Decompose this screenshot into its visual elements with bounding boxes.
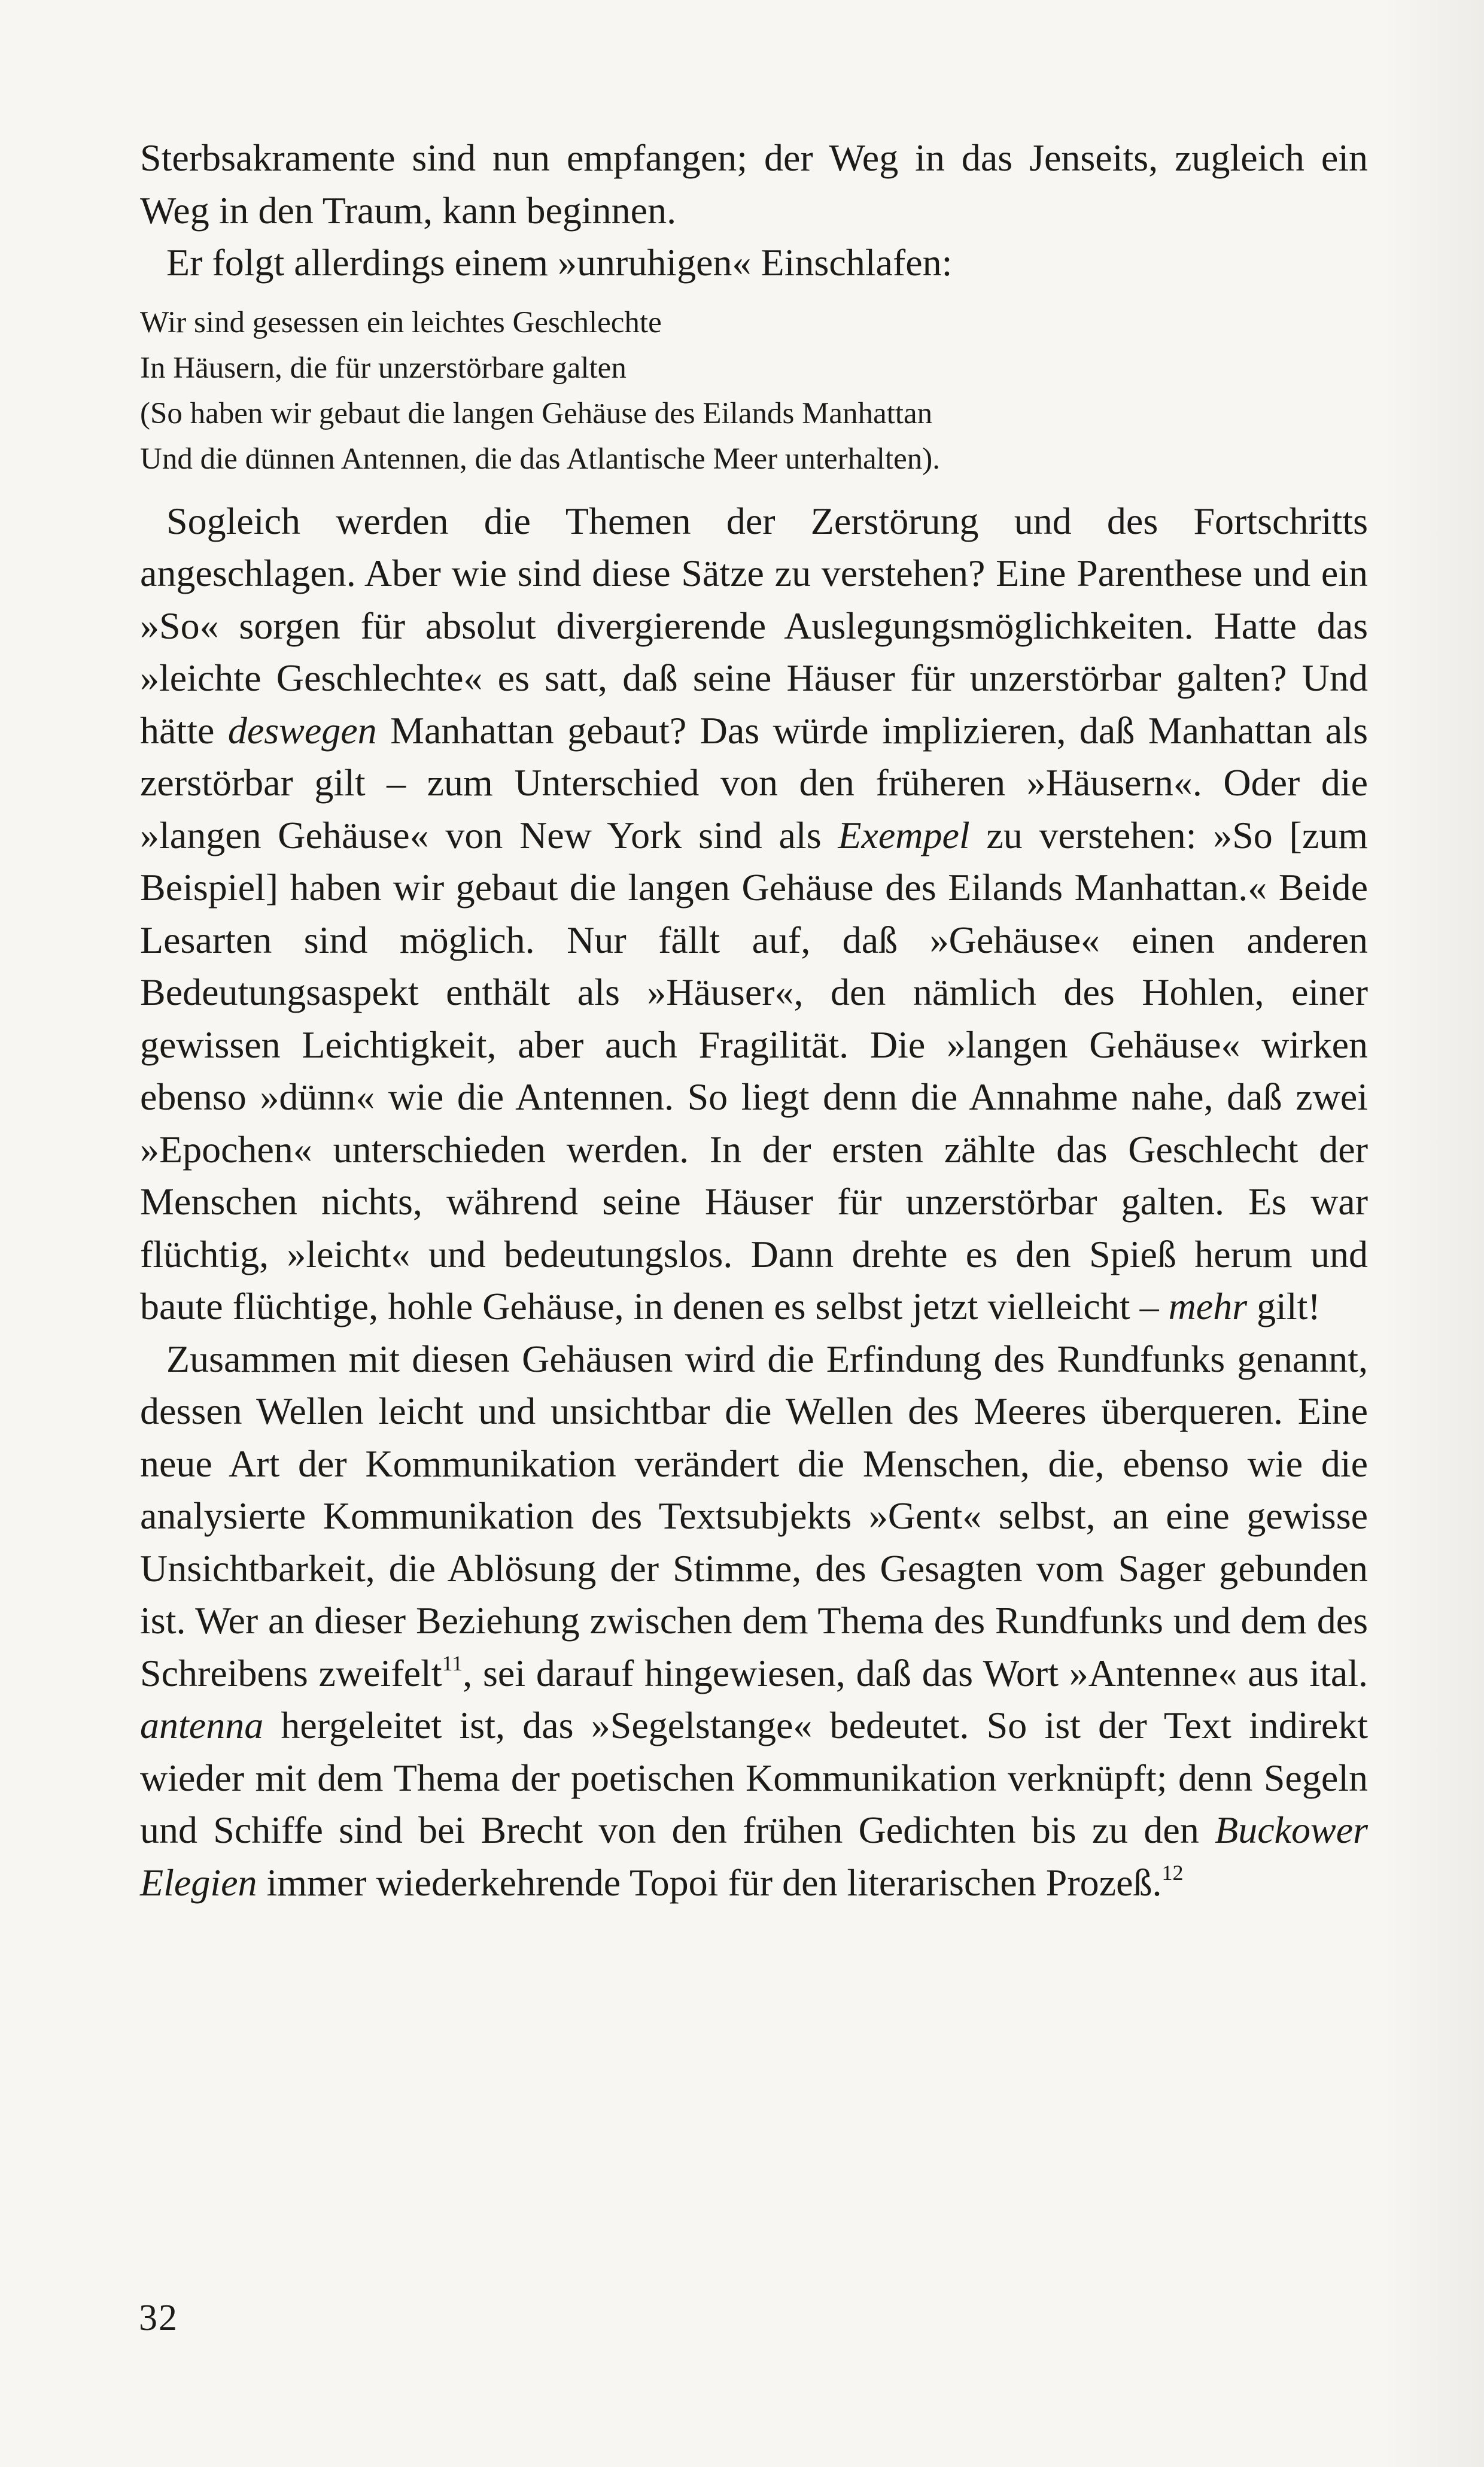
poem-line: Und die dünnen Antennen, die das Atlantische Meer unterhalten).	[140, 442, 940, 476]
body-text	[140, 132, 1368, 1909]
italic-term: antenna	[140, 1704, 264, 1746]
page-number: 32	[139, 2298, 178, 2338]
paragraph: Sogleich werden die Themen der Zerstörung und des Fortschritts angeschlagen. Aber wie sind diese Sätze zu verstehen? Eine Parenthese und ein »So« sorgen für absolut divergierende Auslegungsmöglichkeiten. Hatte das »leichte Geschlechte« es satt, daß seine Häuser für unzerstörbar galten? Und hätte deswegen Manhattan gebaut? Das würde implizieren, daß Manhattan als zerstörbar gilt – zum Unterschied von den früheren »Häusern«. Oder die »langen Gehäuse« von New York sind als Exempel zu verstehen: »So [zum Beispiel] haben wir gebaut die langen Gehäuse des Eilands Manhattan.« Beide Lesarten sind möglich. Nur fällt auf, daß »Gehäuse« einen anderen Bedeutungsaspekt enthält als »Häuser«, den nämlich des Hohlen, einer gewissen Leichtigkeit, aber auch Fragilität. Die »langen Gehäuse« wirken ebenso »dünn« wie die Antennen. So liegt denn die Annahme nahe, daß zwei »Epochen« unterschieden werden. In der ersten zählte das Geschlecht der Menschen nichts, während seine Häuser für unzerstörbar galten. Es war flüchtig, »leicht« und bedeutungslos. Dann drehte es den Spieß herum und baute flüchtige, hohle Gehäuse, in denen es selbst jetzt vielleicht – mehr gilt!	[140, 499, 1369, 1327]
paragraph: Sterbsakramente sind nun empfangen; der Weg in das Jenseits, zugleich ein Weg in den Traum, kann beginnen.	[140, 136, 1368, 232]
poem-line: In Häusern, die für unzerstörbare galten	[140, 351, 627, 385]
poem-line: (So haben wir gebaut die langen Gehäuse des Eilands Manhattan	[140, 396, 933, 430]
facing-page-shadow	[1382, 0, 1484, 2467]
paragraph: Er folgt allerdings einem »unruhigen« Einschlafen:	[166, 241, 953, 284]
poem-quotation	[140, 300, 1368, 482]
footnote-marker: 11	[442, 1651, 463, 1675]
paragraph: Zusammen mit diesen Gehäusen wird die Erfindung des Rundfunks genannt, dessen Wellen leicht und unsichtbar die Wellen des Meeres überqueren. Eine neue Art der Kommunikation verändert die Menschen, die, ebenso wie die analysierte Kommunikation des Textsubjekts »Gent« selbst, an eine gewisse Unsichtbarkeit, die Ablösung der Stimme, des Gesagten vom Sager gebunden ist. Wer an dieser Beziehung zwischen dem Thema des Rundfunks und dem des Schreibens zweifelt$^{11}$, sei darauf hingewiesen, daß das Wort »Antenne« aus ital. antenna hergeleitet ist, das »Segelstange« bedeutet. So ist der Text indirekt wieder mit dem Thema der poetischen Kommunikation verknüpft; denn Segeln und Schiffe sind bei Brecht von den frühen Gedichten bis zu den Buckower Elegien immer wiederkehrende Topoi für den literarischen Prozeß.$^{12}$	[140, 1337, 1369, 1904]
italic-term: mehr	[1168, 1285, 1248, 1327]
poem-line: Wir sind gesessen ein leichtes Geschlechte	[140, 305, 662, 339]
italic-term: deswegen	[227, 709, 377, 752]
italic-term: Exempel	[838, 813, 970, 856]
italic-term: Buckower Elegien	[140, 1809, 1368, 1904]
footnote-marker: 12	[1161, 1860, 1184, 1885]
